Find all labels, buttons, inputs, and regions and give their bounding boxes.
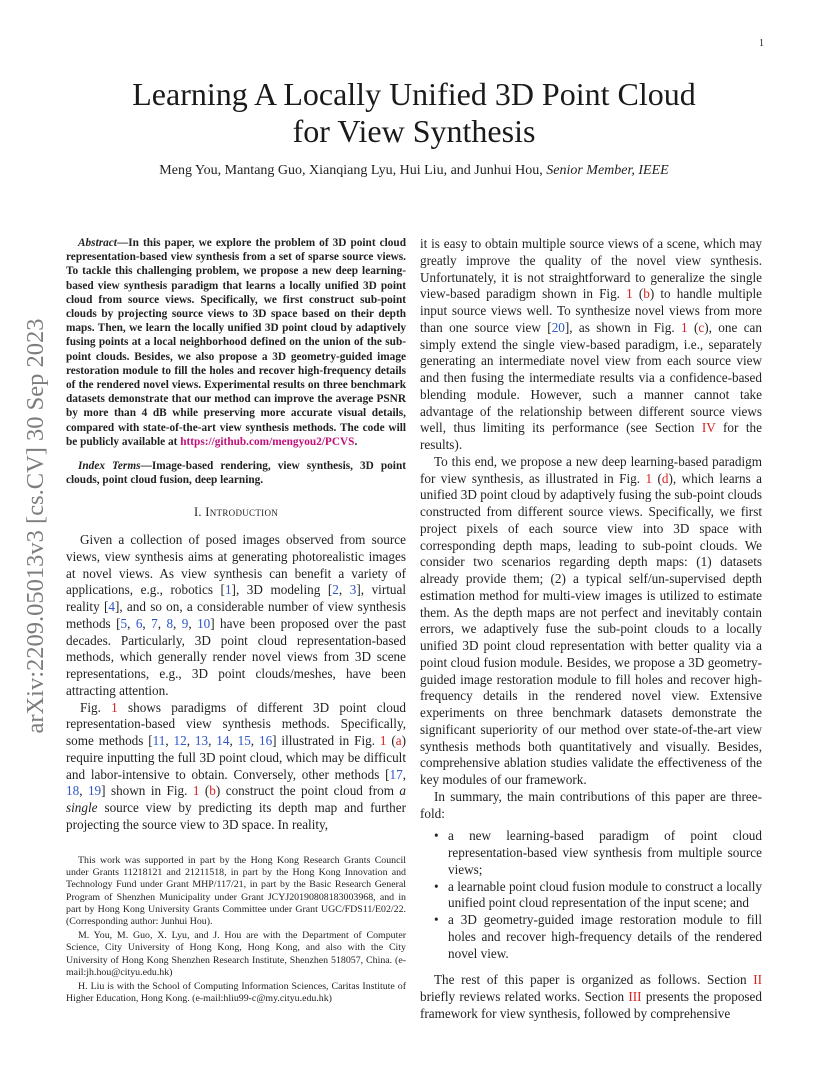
intro-paragraph-1: Given a collection of posed images observed from source views, view synthesis aims at generating photorealistic images at novel views. As view synthesis can benefit a variety of applications, e.g., robotics [1], 3D modeling [2, 3], virtual reality [4], and so on, a considerable number of view synthesis methods [5, 6, 7, 8, 9, 10] have been proposed over the past decades. Particularly, 3D point cloud representation-based methods, which generally render novel views from 3D scene representations, e.g., 3D point clouds/meshes, have been attracting attention. <box>66 532 407 698</box>
subfigure-ref[interactable]: c <box>698 319 705 335</box>
author-list <box>0 162 828 180</box>
citation[interactable]: 5 <box>120 615 128 631</box>
right-paragraph-3: In summary, the main contributions of this paper are three-fold: <box>420 788 762 821</box>
citation[interactable]: 7 <box>151 615 158 631</box>
section-ref[interactable]: III <box>628 989 642 1004</box>
contributions-list <box>420 828 762 962</box>
citation[interactable]: 2 <box>332 582 339 598</box>
right-column <box>420 236 762 1023</box>
paper-title <box>0 76 828 150</box>
footnote-affiliation-2: H. Liu is with the School of Computing Information Sciences, Caritas Institute of Higher Education, Hong Kong. (e-mail:hliu99-c@my.cityu.edu.hk) <box>66 981 406 1005</box>
contribution-item: • a 3D geometry-guided image restoration module to fill holes and recover high-frequency details of the rendered novel view. <box>420 912 762 962</box>
citation[interactable]: 4 <box>108 599 115 615</box>
citation[interactable]: 19 <box>87 783 102 799</box>
citation[interactable]: 15 <box>237 733 251 749</box>
figure-ref[interactable]: 1 <box>379 733 387 749</box>
subfigure-ref[interactable]: d <box>661 470 669 486</box>
citation[interactable]: 16 <box>258 733 273 749</box>
footnotes <box>66 855 406 1007</box>
citation[interactable]: 6 <box>135 615 143 631</box>
title-line-2: for View Synthesis <box>292 113 536 149</box>
right-paragraph-2: To this end, we propose a new deep learning-based paradigm for view synthesis, as illustrated in Fig. 1 (d), which learns a unified 3D point cloud by adaptively fusing the sub-point clouds constructed from different source views. Specifically, we first project pixels of each source view into 3D space with corresponding depth maps, leading to sub-point clouds. We consider two scenarios regarding depth maps: (1) datasets already provide them; (2) a typical self/un-supervised depth estimation method for multi-view images is utilized to estimate them. As the depth maps are not perfect and inevitably contain errors, we adaptively fuse the sub-point clouds to a locally unified 3D point cloud representation with better quality via a point cloud fusion module. Besides, we propose a 3D geometry-guided image restoration module to fill holes and recover high-frequency details in the rendered novel view. Extensive experiments on three benchmark datasets demonstrate the significant superiority of our method over state-of-the-art view synthesis methods both quantitatively and visually. Besides, comprehensive ablation studies validate the effectiveness of the key modules of our framework. <box>420 453 762 787</box>
section-ref[interactable]: II <box>753 972 762 988</box>
page-number: 1 <box>759 38 764 49</box>
citation[interactable]: 1 <box>224 582 232 598</box>
section-heading-introduction: I. Introduction <box>193 505 279 520</box>
footnote-affiliation-1: M. You, M. Guo, X. Lyu, and J. Hou are with the Department of Computer Science, City University of Hong Kong, Hong Kong, and also with the City University of Hong Kong Shenzhen Research Institute, Shenzhen 518057, China. (e-mail:jh.hou@cityu.edu.hk) <box>66 930 406 978</box>
authors-names: Meng You, Mantang Guo, Xianqiang Lyu, Hui Liu, and Junhui Hou, <box>159 163 547 178</box>
citation[interactable]: 14 <box>216 733 230 749</box>
citation[interactable]: 18 <box>66 783 80 799</box>
abstract: Abstract—In this paper, we explore the problem of 3D point cloud representation-based view synthesis from a set of sparse source views. To tackle this challenging problem, we propose a new deep learning-based view synthesis paradigm that learns a locally unified 3D point cloud from source views. Specifically, we first construct sub-point clouds by projecting source views to 3D space based on their depth maps. Then, we learn the locally unified 3D point cloud by adaptively fusing points at a local neighborhood defined on the union of the sub-point clouds. Besides, we also propose a 3D geometry-guided image restoration module to fill the holes and recover high-frequency details of the rendered novel views. Experimental results on three benchmark datasets demonstrate that our method can improve the average PSNR by more than 4 dB while preserving more accurate visual details, compared with state-of-the-art view synthesis methods. The code will be publicly available at https://github.com/mengyou2/PCVS. <box>66 237 406 448</box>
citation[interactable]: 12 <box>173 733 187 749</box>
citation[interactable]: 9 <box>181 615 189 631</box>
citation[interactable]: 17 <box>389 766 403 782</box>
subfigure-ref[interactable]: a <box>395 733 402 749</box>
title-block <box>0 76 828 180</box>
section-ref[interactable]: IV <box>701 420 716 436</box>
abstract-text: —In this paper, we explore the problem of 3D point cloud representation-based view synthesis from a set of sparse source views. To tackle this challenging problem, we propose a new deep learning-based view synthesis paradigm that learns a locally unified 3D point cloud from source views. Specifically, we first construct sub-point clouds by projecting source views to 3D space based on their depth maps. Then, we learn the locally unified 3D point cloud by adaptively fusing points at a local neighborhood defined on the union of the sub-point clouds. Besides, we also propose a 3D geometry-guided image restoration module to fill the holes and recover high-frequency details of the rendered novel views. Experimental results on three benchmark datasets demonstrate that our method can improve the average PSNR by more than 4 dB while preserving more accurate visual details, compared with state-of-the-art view synthesis methods. The code will be publicly available at <box>66 237 406 448</box>
index-terms-label: Index Terms <box>78 460 141 473</box>
index-terms <box>66 459 406 487</box>
footnote-funding: This work was supported in part by the Hong Kong Research Grants Council under Grants 11218121 and 21211518, in part by the Hong Kong Innovation and Technology Fund under Grant MHP/117/21, in part by the Basic Research General Program of Shenzhen Municipality under Grant JCYJ20190808183003968, and in part by Hong Kong University Grants Committee under Grant UGC/FDS11/E02/22. (Corresponding author: Junhui Hou). <box>66 855 406 928</box>
figure-ref[interactable]: 1 <box>645 470 653 486</box>
contribution-item: • a learnable point cloud fusion module to construct a locally unified point cloud representation of the input scene; and <box>420 879 762 913</box>
left-column <box>66 236 406 834</box>
citation[interactable]: 13 <box>194 733 209 749</box>
citation[interactable]: 3 <box>349 582 357 598</box>
abstract-label: Abstract <box>78 237 117 249</box>
subfigure-ref[interactable]: b <box>643 286 650 302</box>
subfigure-ref[interactable]: b <box>209 783 216 799</box>
title-line-1: Learning A Locally Unified 3D Point Cloud <box>132 76 696 112</box>
citation[interactable]: 8 <box>166 615 174 631</box>
authors-role: Senior Member, IEEE <box>546 163 669 178</box>
figure-ref[interactable]: 1 <box>111 699 118 715</box>
code-link[interactable]: https://github.com/mengyou2/PCVS <box>180 435 355 448</box>
index-terms-text: —Image-based rendering, view synthesis, 3D point clouds, point cloud fusion, deep learning. <box>66 460 406 487</box>
figure-ref[interactable]: 1 <box>681 319 688 335</box>
contribution-item: • a new learning-based paradigm of point cloud representation-based view synthesis from multiple source views; <box>420 828 762 878</box>
citation[interactable]: 10 <box>197 615 211 631</box>
figure-ref[interactable]: 1 <box>626 286 633 302</box>
figure-ref[interactable]: 1 <box>192 783 200 799</box>
right-paragraph-1: it is easy to obtain multiple source views of a scene, which may greatly improve the quality of the novel view synthesis. Unfortunately, it is not straightforward to generalize the single view-based paradigm shown in Fig. 1 (b) to handle multiple input source views well. To synthesize novel views from more than one source view [20], as shown in Fig. 1 (c), one can simply extend the single view-based paradigm, i.e., separately generating an intermediate novel view from each source view and then fusing the intermediate results via a confidence-based blending module. However, such a manner cannot take advantage of the relationship between different source views well, thus limiting its performance (see Section IV for the results). <box>420 236 762 452</box>
intro-paragraph-2: Fig. 1 shows paradigms of different 3D point cloud representation-based view synthesis methods. Specifically, some methods [11, 12, 13, 14, 15, 16] illustrated in Fig. 1 (a) require inputting the full 3D point cloud, which may be difficult and labor-intensive to obtain. Conversely, other methods [17, 18, 19] shown in Fig. 1 (b) construct the point cloud from a single source view by predicting its depth map and further projecting the source view to 3D space. In reality, <box>66 699 407 832</box>
right-paragraph-4: The rest of this paper is organized as follows. Section II briefly reviews related works. Section III presents the proposed framework for view synthesis, followed by comprehensive <box>420 972 763 1021</box>
citation[interactable]: 11 <box>152 733 166 749</box>
citation[interactable]: 20 <box>551 319 565 335</box>
arxiv-identifier: arXiv:2209.05013v3 [cs.CV] 30 Sep 2023 <box>22 318 49 734</box>
